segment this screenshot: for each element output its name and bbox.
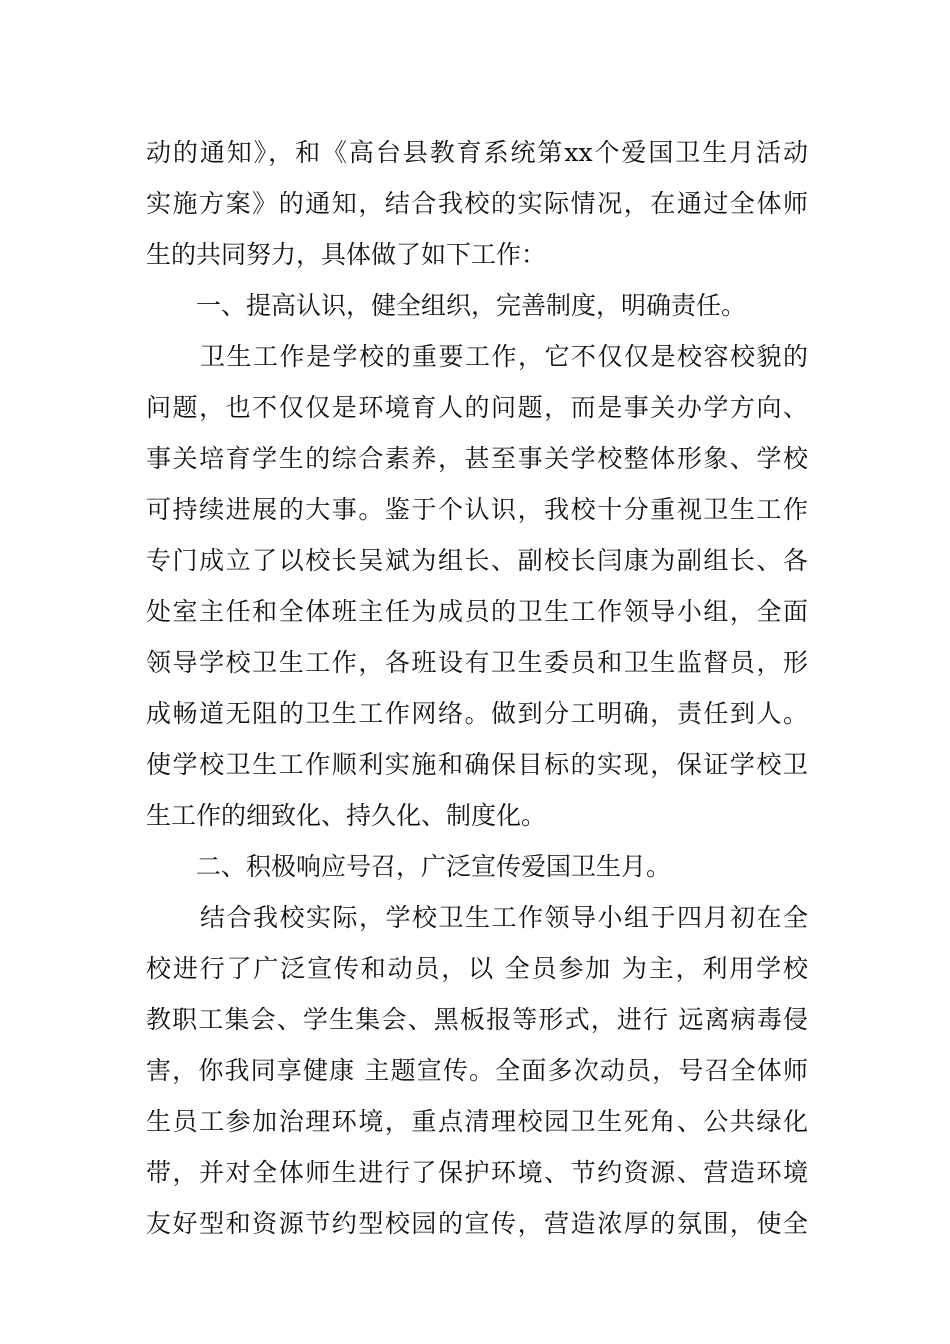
text-line: 生的共同努力，具体做了如下工作： [146,240,547,269]
text-line: 事关培育学生的综合素养，甚至事关学校整体形象、学校 [146,444,808,473]
text-line: 可持续进展的大事。鉴于个认识，我校十分重视卫生工作 [146,495,808,524]
text-line: 领导学校卫生工作，各班设有卫生委员和卫生监督员，形 [146,648,808,677]
text-line: 友好型和资源节约型校园的宣传，营造浓厚的氛围，使全 [146,1209,808,1238]
text-line: 使学校卫生工作顺利实施和确保目标的实现，保证学校卫 [146,750,808,779]
text-line: 成畅道无阻的卫生工作网络。做到分工明确，责任到人。 [146,699,808,728]
text-line: 校进行了广泛宣传和动员，以 全员参加 为主，利用学校 [146,954,808,983]
section-heading-1: 一、提高认识，健全组织，完善制度，明确责任。 [196,291,747,320]
text-line: 问题，也不仅仅是环境育人的问题，而是事关办学方向、 [146,393,808,422]
text-line: 专门成立了以校长吴斌为组长、副校长闫康为副组长、各 [146,546,808,575]
text-line: 动的通知》，和《高台县教育系统第xx个爱国卫生月活动 [146,138,808,167]
document-body [146,127,808,1249]
text-line: 教职工集会、学生集会、黑板报等形式，进行 远离病毒侵 [146,1005,808,1034]
text-line: 处室主任和全体班主任为成员的卫生工作领导小组，全面 [146,597,808,626]
text-line: 结合我校实际，学校卫生工作领导小组于四月初在全 [200,903,808,932]
text-line: 生员工参加治理环境，重点清理校园卫生死角、公共绿化 [146,1107,808,1136]
text-line: 带，并对全体师生进行了保护环境、节约资源、营造环境 [146,1158,808,1187]
text-line: 实施方案》的通知，结合我校的实际情况，在通过全体师 [146,189,808,218]
text-line: 生工作的细致化、持久化、制度化。 [146,801,547,830]
text-line: 害，你我同享健康 主题宣传。全面多次动员，号召全体师 [146,1056,808,1085]
section-heading-2: 二、积极响应号召，广泛宣传爱国卫生月。 [196,852,672,881]
text-line: 卫生工作是学校的重要工作，它不仅仅是校容校貌的 [200,342,808,371]
